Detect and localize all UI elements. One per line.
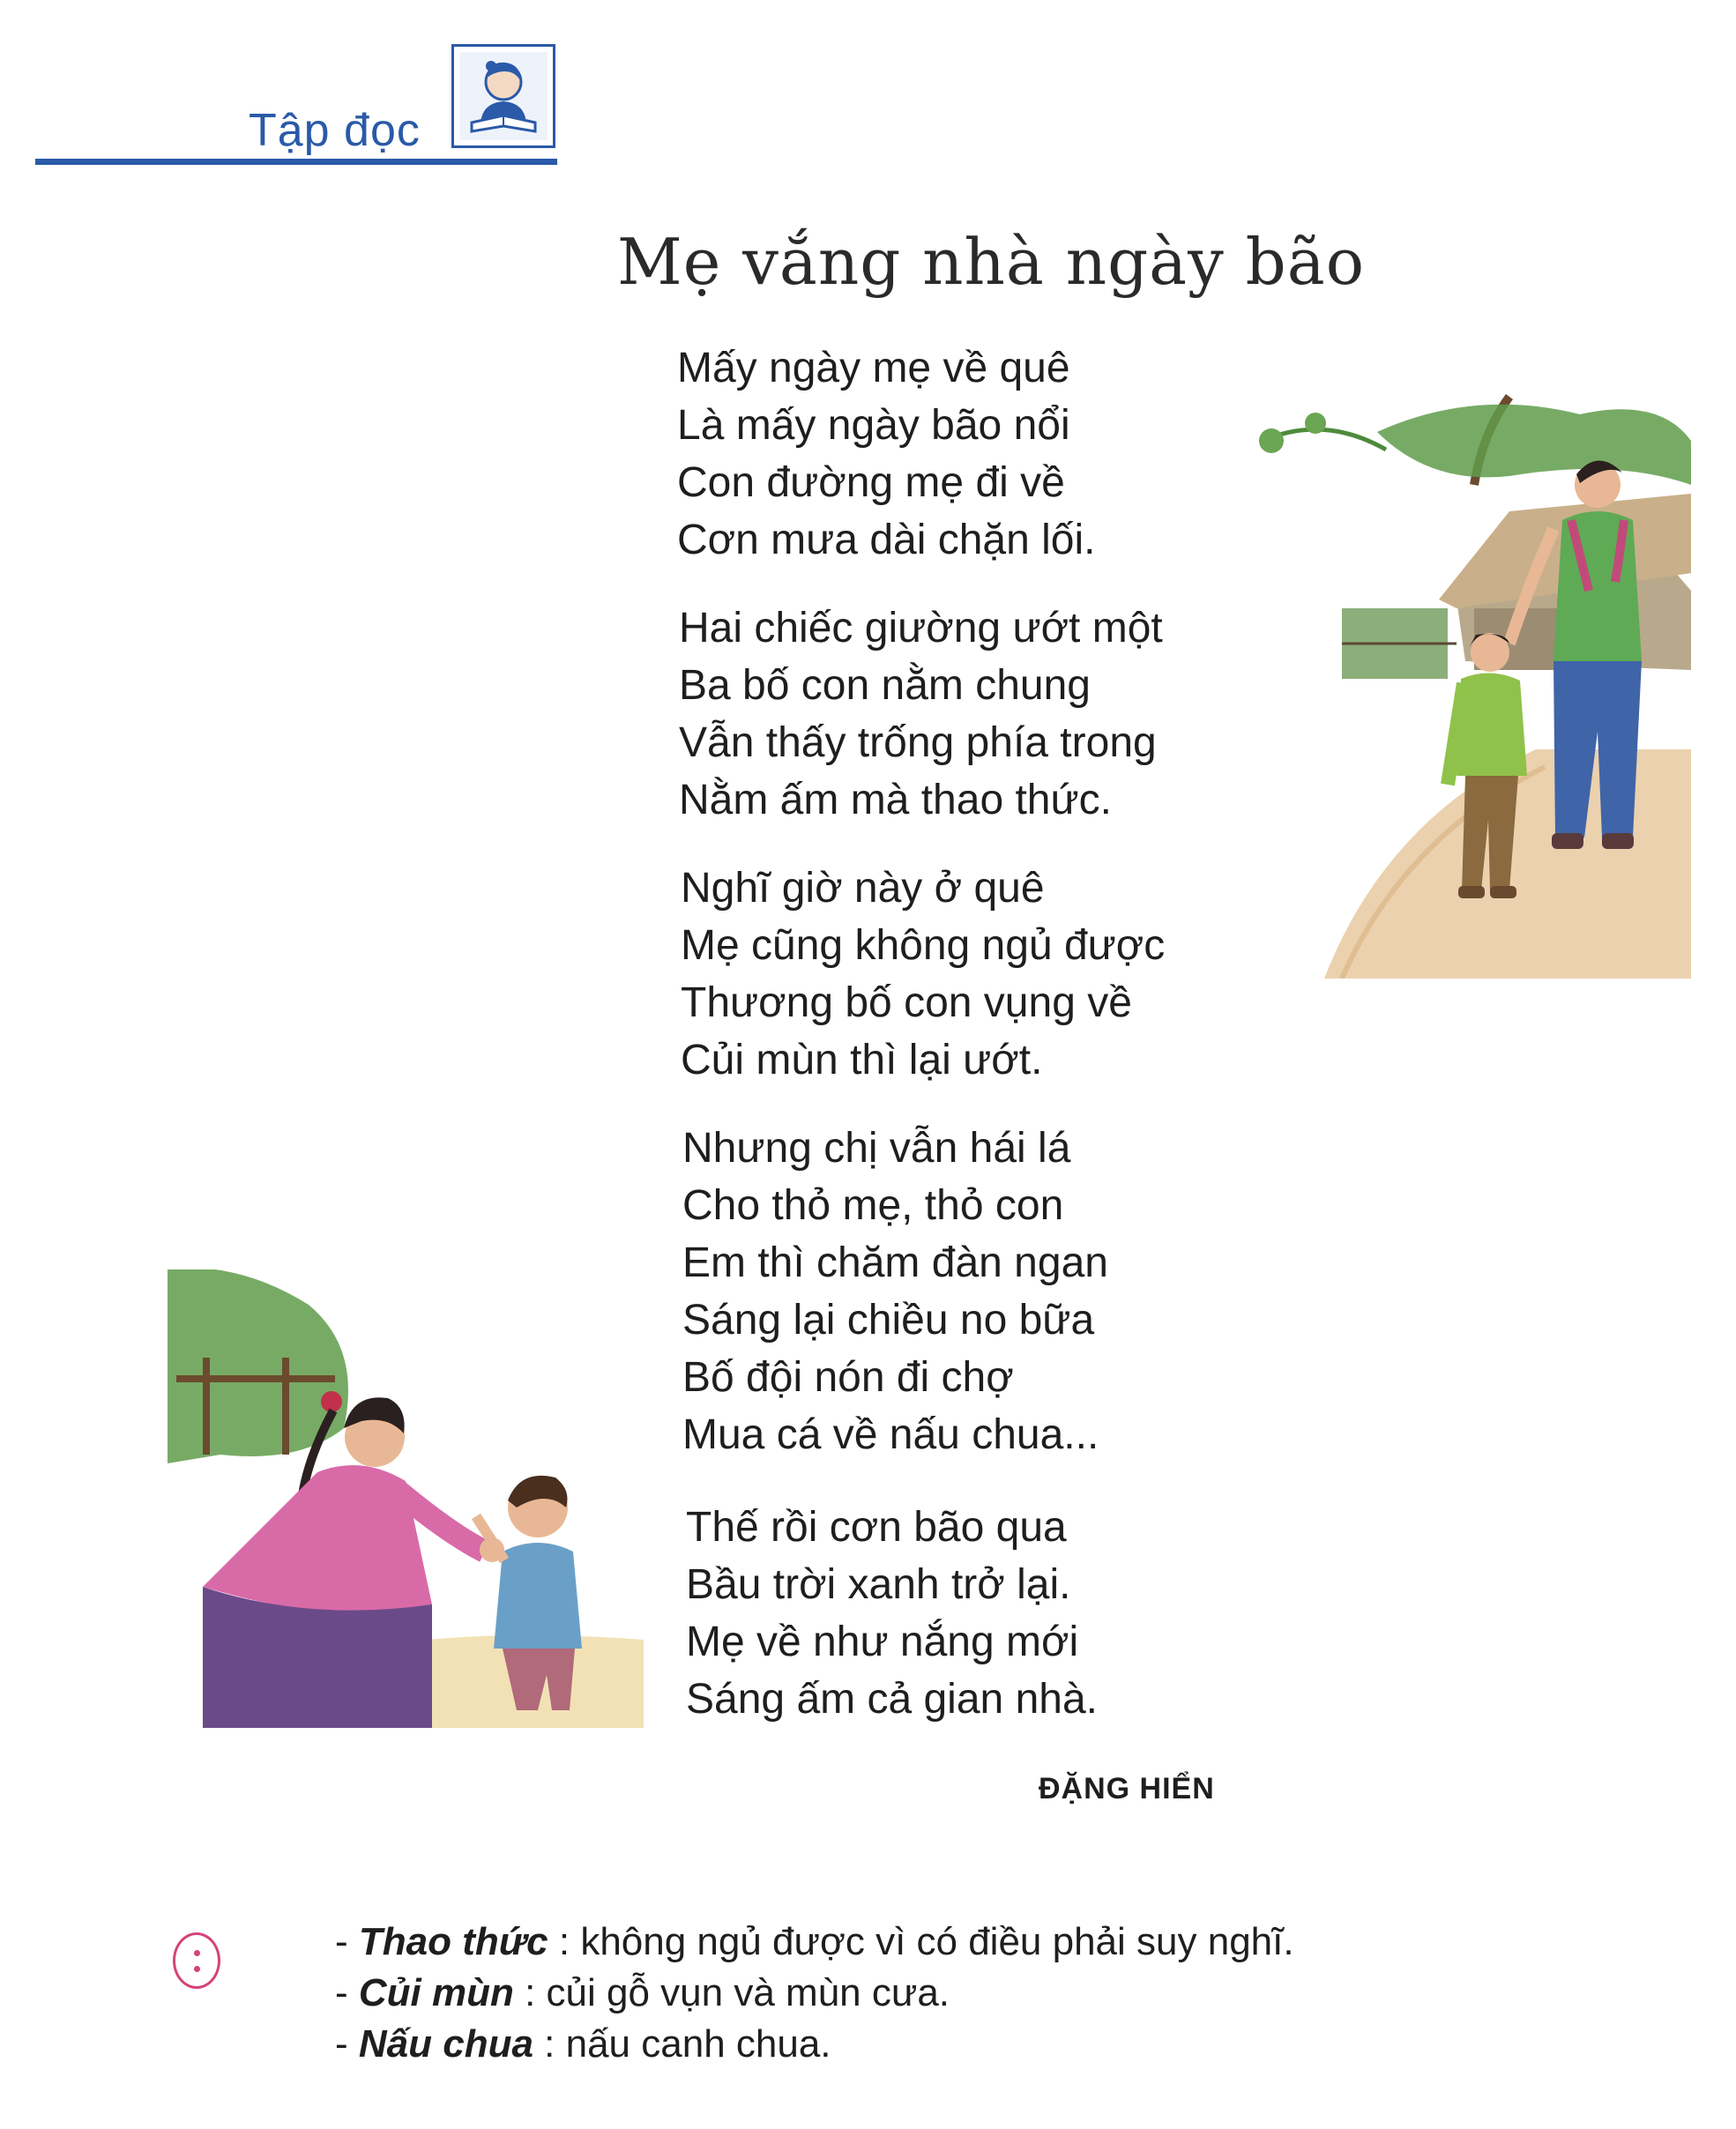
glossary-definition: : nấu canh chua.	[533, 2022, 831, 2066]
poem-line: Sáng lại chiều no bữa	[682, 1297, 1095, 1344]
poem-line: Thương bố con vụng về	[681, 979, 1132, 1026]
glossary-term: Củi mùn	[358, 1971, 514, 2014]
poem-line: Củi mùn thì lại ướt.	[681, 1037, 1043, 1083]
child-reading-icon	[451, 44, 555, 148]
poem-line: Em thì chăm đàn ngan	[682, 1239, 1108, 1286]
poem-line: Nghĩ giờ này ở quê	[681, 865, 1045, 912]
poem-line: Cơn mưa dài chặn lối.	[677, 517, 1096, 563]
father-child-illustration	[1245, 379, 1691, 979]
glossary-term: Thao thức	[358, 1920, 548, 1963]
poem-line: Là mấy ngày bão nổi	[677, 402, 1070, 449]
mother-child-illustration	[168, 1269, 644, 1728]
glossary-definition: : củi gỗ vụn và mùn cưa.	[513, 1971, 950, 2014]
poem-line: Bầu trời xanh trở lại.	[686, 1561, 1071, 1608]
poem-line: Nằm ấm mà thao thức.	[679, 777, 1112, 823]
header-underline	[35, 159, 557, 165]
poem-author: ĐẶNG HIỂN	[1039, 1772, 1215, 1805]
poem-title: Mẹ vắng nhà ngày bão	[617, 225, 1366, 299]
poem-line: Bố đội nón đi chợ	[682, 1354, 1014, 1401]
glossary-term: Nấu chua	[358, 2022, 533, 2066]
poem-line: Ba bố con nằm chung	[679, 662, 1091, 709]
section-label: Tập đọc	[249, 105, 421, 156]
poem-line: Vẫn thấy trống phía trong	[679, 719, 1157, 766]
poem-line: Cho thỏ mẹ, thỏ con	[682, 1182, 1064, 1229]
poem-line: Mua cá về nấu chua...	[682, 1411, 1099, 1458]
lesson-header	[0, 0, 617, 176]
poem-line: Mẹ cũng không ngủ được	[681, 922, 1166, 969]
glossary-item: - Thao thức : không ngủ được vì có điều phải suy nghĩ.	[335, 1920, 1294, 1963]
glossary-item: - Củi mùn : củi gỗ vụn và mùn cưa.	[335, 1971, 950, 2014]
poem-line: Mẹ về như nắng mới	[686, 1619, 1079, 1665]
poem-line: Hai chiếc giường ướt một	[679, 605, 1163, 651]
notes-marker-icon	[173, 1932, 220, 1989]
poem-line: Thế rồi cơn bão qua	[686, 1504, 1067, 1551]
glossary-definition: : không ngủ được vì có điều phải suy nghĩ.	[548, 1920, 1294, 1963]
poem-line: Sáng ấm cả gian nhà.	[686, 1676, 1098, 1723]
poem-line: Nhưng chị vẫn hái lá	[682, 1125, 1071, 1172]
glossary-item: - Nấu chua : nấu canh chua.	[335, 2022, 831, 2066]
poem-line: Mấy ngày mẹ về quê	[677, 345, 1070, 391]
poem-line: Con đường mẹ đi về	[677, 459, 1065, 506]
